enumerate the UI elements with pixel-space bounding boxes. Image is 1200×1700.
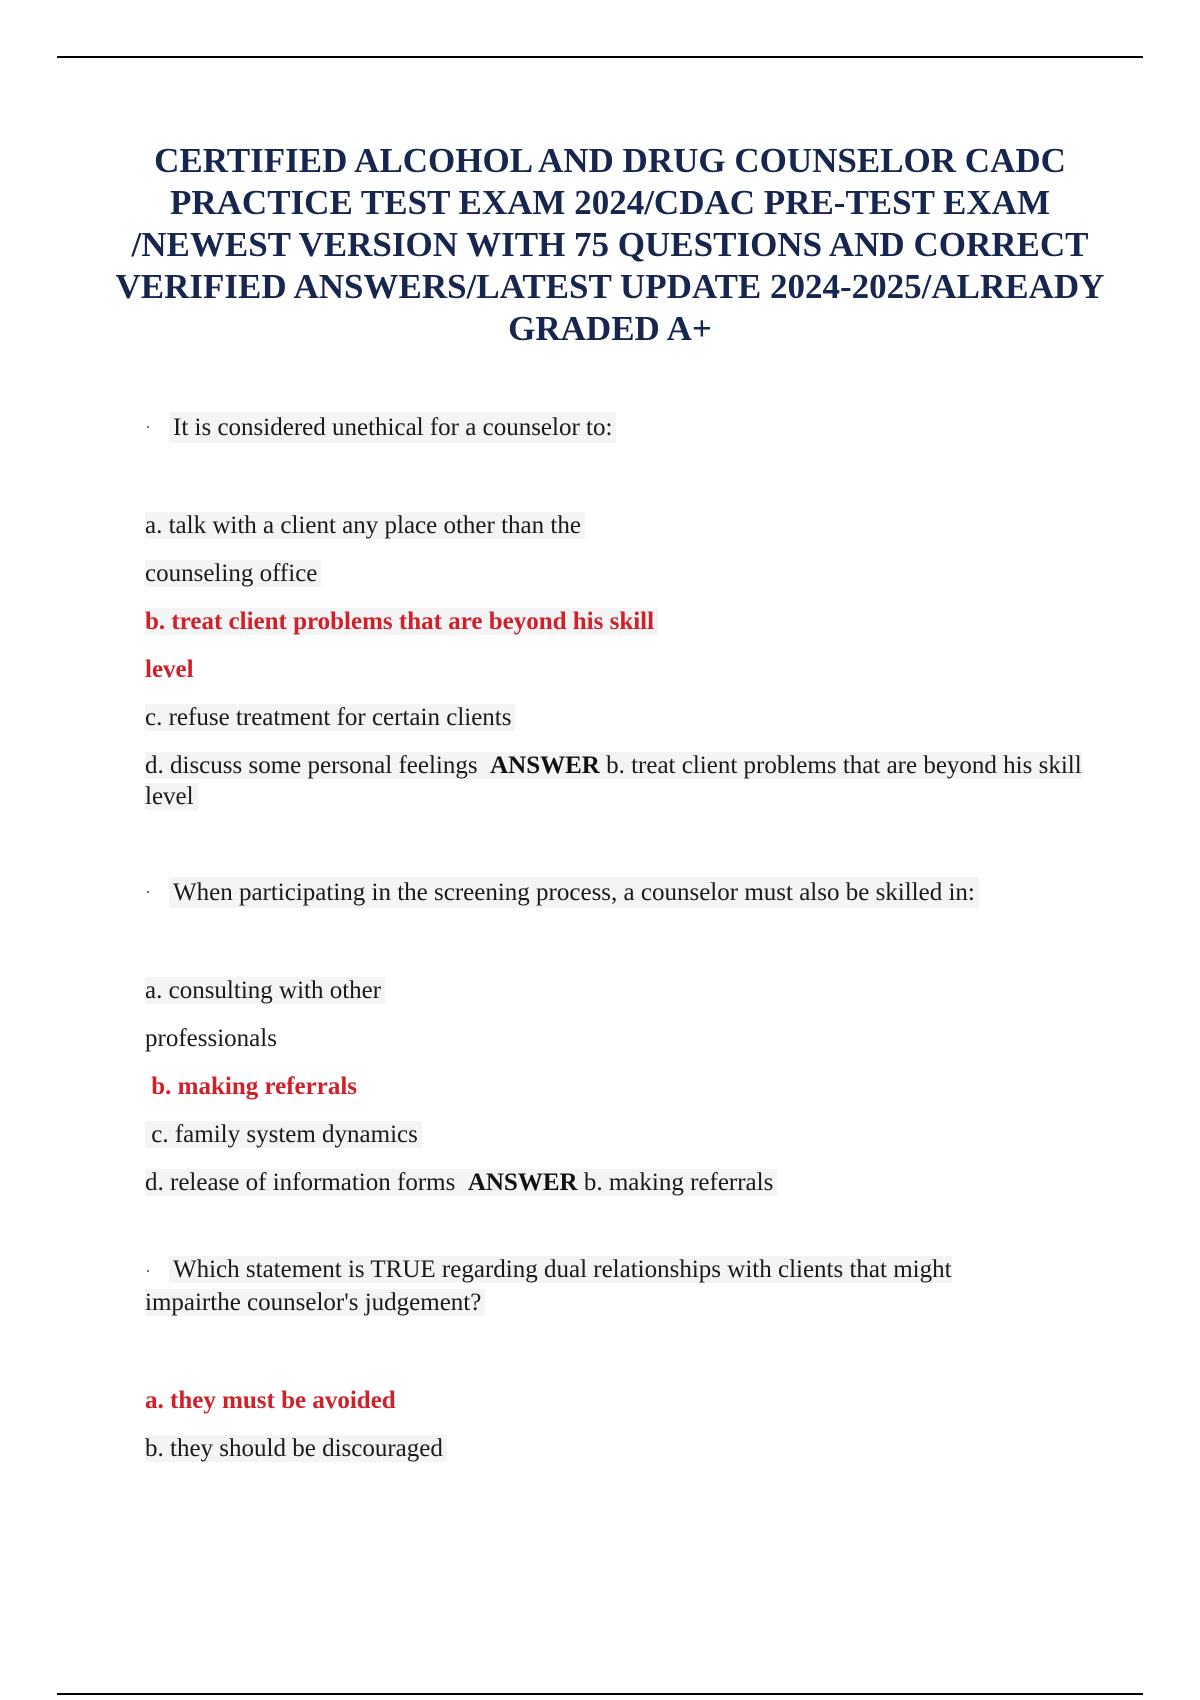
top-rule: [57, 56, 1143, 58]
bullet-icon: ·: [145, 882, 151, 902]
q2-option-b-correct: b. making referrals: [151, 1073, 358, 1100]
bottom-rule: [57, 1693, 1143, 1695]
q2-option-c: c. family system dynamics: [145, 1119, 1105, 1150]
document-body: [145, 412, 1105, 1464]
q1-option-d-with-answer: [145, 750, 1105, 812]
q3-option-b: b. they should be discouraged: [145, 1433, 1105, 1464]
question-3-text: Which statement is TRUE regarding dual relationships with clients that might impairthe counselor's judgement?: [145, 1256, 952, 1316]
q1-option-b-correct: b. treat client problems that are beyond his skill: [145, 606, 1105, 637]
question-2-text: When participating in the screening process, a counselor must also be skilled in:: [169, 877, 979, 908]
q2-option-a: a. consulting with other: [145, 975, 1105, 1006]
q1-option-b-correct-cont: level: [145, 656, 194, 683]
q1-option-c: c. refuse treatment for certain clients: [145, 702, 1105, 733]
question-1: [145, 412, 1105, 443]
q1-option-a-cont: counseling office: [145, 558, 1105, 589]
q1-answer: b. treat client problems that are beyond his skill level: [145, 752, 1082, 810]
q2-option-d: d. release of information forms: [145, 1169, 456, 1196]
question-1-text: It is considered unethical for a counselor to:: [169, 412, 616, 443]
bullet-icon: ·: [145, 1261, 151, 1281]
q3-option-a-correct: a. they must be avoided: [145, 1387, 396, 1414]
answer-label: ANSWER: [490, 752, 600, 779]
question-3: [145, 1254, 985, 1318]
q1-option-a: a. talk with a client any place other than the: [145, 510, 1105, 541]
answer-label: ANSWER: [467, 1169, 578, 1196]
q2-option-a-cont: professionals: [145, 1025, 277, 1052]
bullet-icon: ·: [145, 417, 151, 437]
document-title: CERTIFIED ALCOHOL AND DRUG COUNSELOR CADC PRACTICE TEST EXAM 2024/CDAC PRE-TEST EXAM /NEWEST VERSION WITH 75 QUESTIONS AND CORRECT VERIFIED ANSWERS/LATEST UPDATE 2024-2025/ALREADY GRADED A+: [115, 141, 1105, 348]
q2-answer: b. making referrals: [583, 1169, 774, 1196]
q2-option-d-with-answer: [145, 1167, 1105, 1198]
q1-option-d: d. discuss some personal feelings: [145, 752, 478, 779]
question-2: [145, 877, 1105, 908]
